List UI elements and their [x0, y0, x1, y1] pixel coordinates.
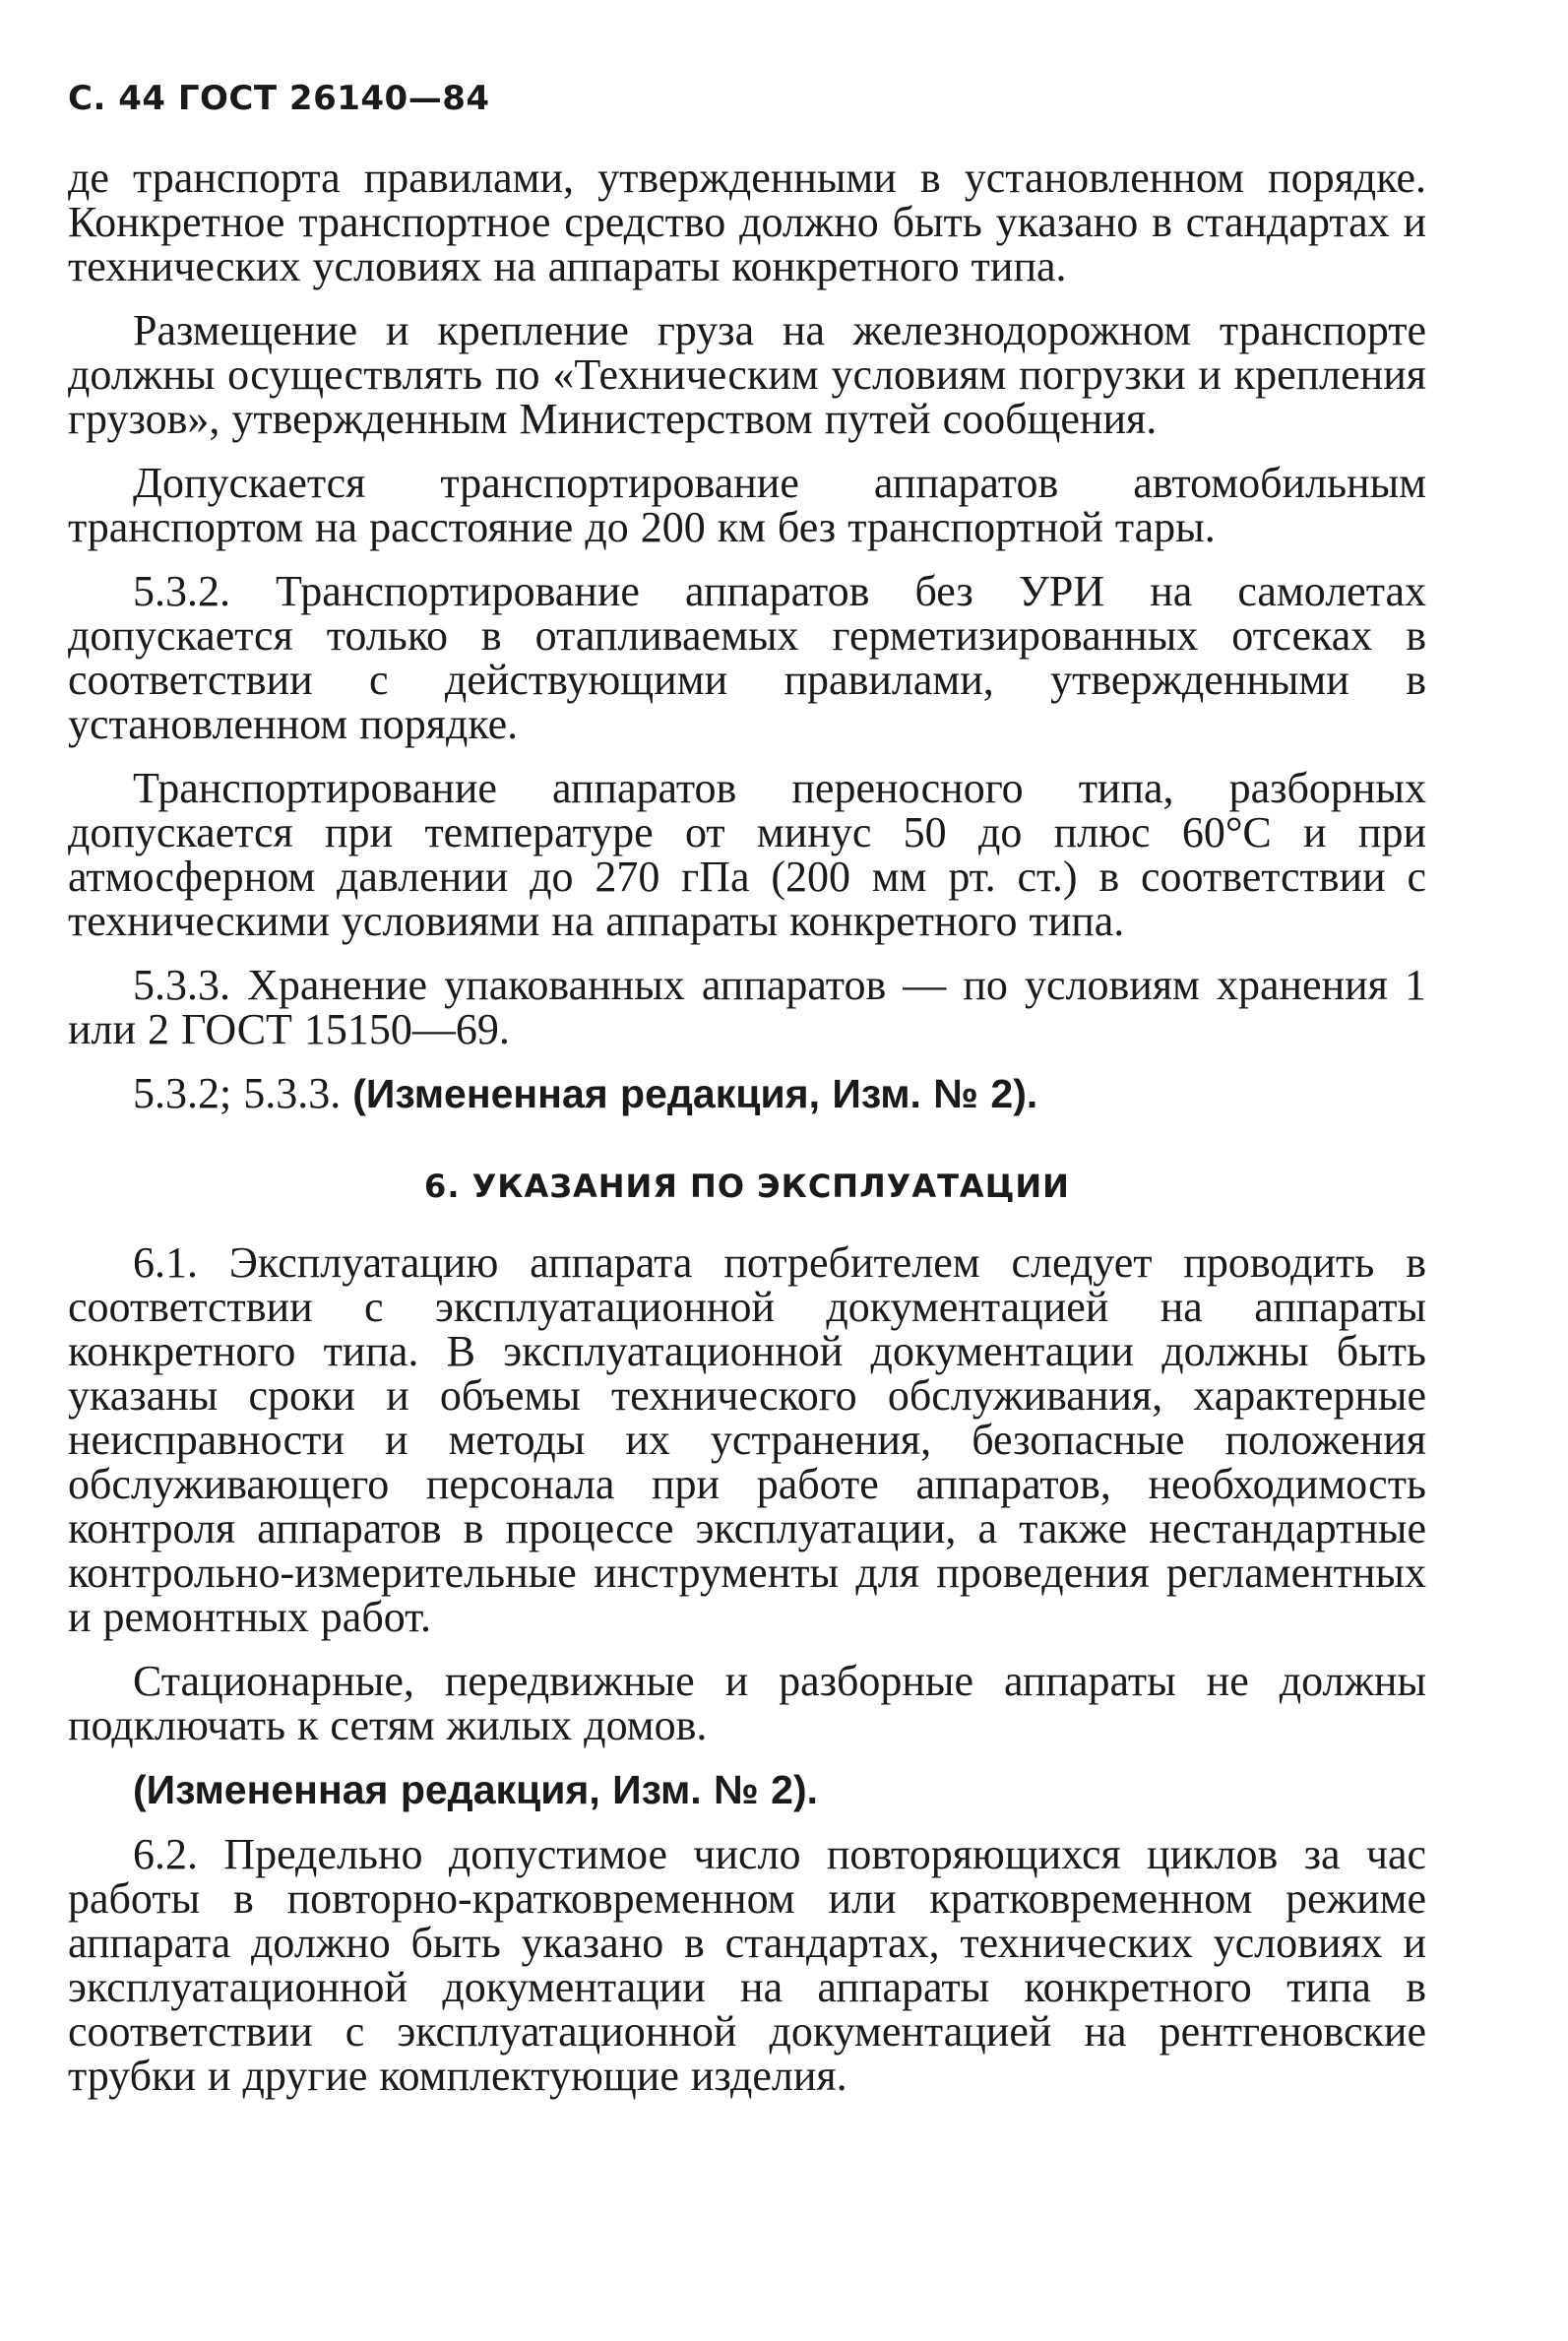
- paragraph-6-2: 6.2. Предельно допустимое число повторяющихся циклов за час работы в повторно-кратковременном или кратковременном режиме аппарата должно быть указано в стандартах, технических условиях и эксплуатационной документации на аппараты конкретного типа в соответствии с эксплуатационной документацией на рентгеновские трубки и другие комплектующие изделия.: [68, 1830, 1426, 2100]
- paragraph-road-transport: Допускается транспортирование аппаратов автомобильным транспортом на расстояние до 200 км без транспортной тары.: [68, 459, 1426, 551]
- paragraph-portable-transport: Транспортирование аппаратов переносного типа, разборных допускается при температуре от минус 50 до плюс 60°С и при атмосферном давлении до 270 гПа (200 мм рт. ст.) в соответствии с техническими условиями на аппараты конкретного типа.: [68, 764, 1426, 945]
- section-6-heading: 6. УКАЗАНИЯ ПО ЭКСПЛУАТАЦИИ: [424, 1168, 1070, 1205]
- amendment-reference: 5.3.2; 5.3.3.: [133, 1069, 353, 1117]
- paragraph-stationary-devices: Стационарные, передвижные и разборные аппараты не должны подключать к сетям жилых домов.: [68, 1657, 1426, 1749]
- paragraph-5-3-3: 5.3.3. Хранение упакованных аппаратов — по условиям хранения 1 или 2 ГОСТ 15150—69.: [68, 961, 1426, 1053]
- paragraph-6-1: 6.1. Эксплуатацию аппарата потребителем следует проводить в соответствии с эксплуатационной документацией на аппараты конкретного типа. В эксплуатационной документации должны быть указаны сроки и объемы технического обслуживания, характерные неисправности и методы их устранения, безопасные положения обслуживающего персонала при работе аппаратов, необходимость контроля аппаратов в процессе эксплуатации, а также нестандартные контрольно-измерительные инструменты для проведения регламентных и ремонтных работ.: [68, 1238, 1426, 1641]
- amendment-label: (Измененная редакция, Изм. № 2).: [133, 1767, 819, 1812]
- paragraph-amendment-note-1: [68, 1071, 1426, 1116]
- paragraph-amendment-note-2: [68, 1767, 1426, 1812]
- amendment-label: (Измененная редакция, Изм. № 2).: [352, 1071, 1038, 1116]
- running-head: С. 44 ГОСТ 26140—84: [68, 79, 490, 118]
- paragraph-5-3-2: 5.3.2. Транспортирование аппаратов без УРИ на самолетах допускается только в отапливаемых герметизированных отсеках в соответствии с действующими правилами, утвержденными в установленном порядке.: [68, 567, 1426, 748]
- paragraph-transport-continuation: де транспорта правилами, утвержденными в установленном порядке. Конкретное транспортное средство должно быть указано в стандартах и технических условиях на аппараты конкретного типа.: [68, 154, 1426, 290]
- paragraph-railway-placement: Размещение и крепление груза на железнодорожном транспорте должны осуществлять по «Техническим условиям погрузки и крепления грузов», утвержденным Министерством путей сообщения.: [68, 306, 1426, 443]
- document-page: [68, 59, 1426, 2118]
